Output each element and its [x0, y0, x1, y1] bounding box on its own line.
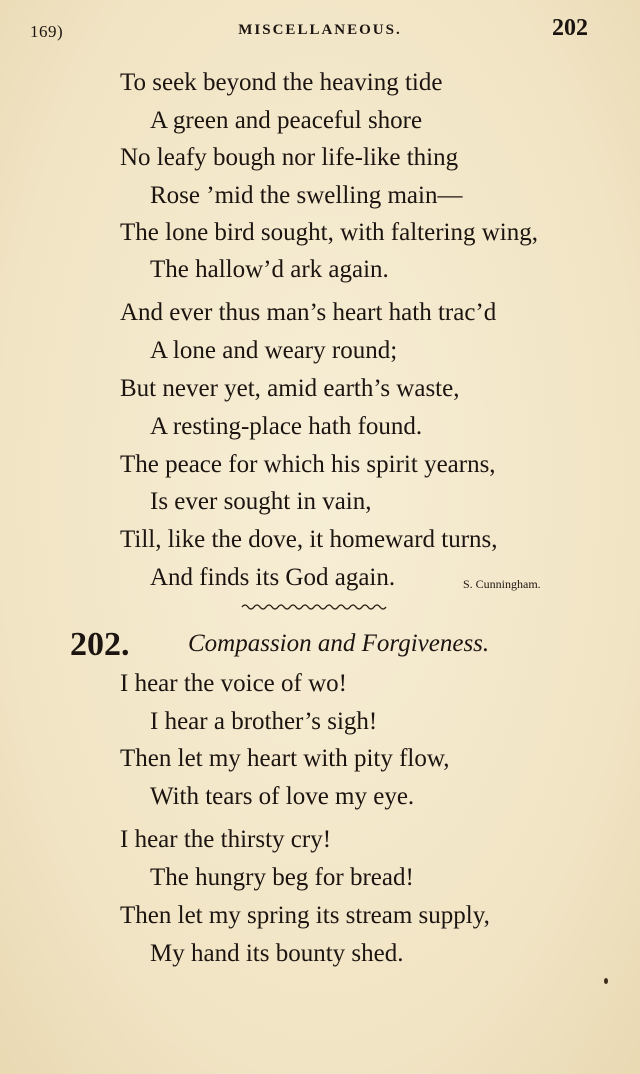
verse-line: And ever thus man’s heart hath trac’d — [120, 299, 497, 326]
ink-speck — [604, 978, 608, 984]
verse-line: To seek beyond the heaving tide — [120, 69, 443, 96]
verse-line: A green and peaceful shore — [150, 107, 423, 134]
verse-line: I hear the thirsty cry! — [120, 826, 332, 853]
verse-line: The lone bird sought, with faltering wing, — [120, 219, 538, 246]
running-head-left: 169) — [30, 22, 64, 41]
verse-line: I hear a brother’s sigh! — [150, 708, 378, 735]
verse-line: A resting-place hath found. — [150, 413, 423, 440]
verse-line: But never yet, amid earth’s waste, — [120, 375, 460, 402]
verse-line: A lone and weary round; — [150, 337, 398, 364]
author-attribution: S. Cunningham. — [463, 577, 541, 591]
verse-line: Then let my heart with pity flow, — [120, 745, 450, 772]
verse-line: The peace for which his spirit yearns, — [120, 451, 496, 478]
wavy-rule-divider — [240, 601, 390, 613]
verse-line: I hear the voice of wo! — [120, 670, 347, 697]
verse-line: Till, like the dove, it homeward turns, — [120, 526, 498, 553]
hymn-title: Compassion and Forgiveness. — [188, 630, 490, 657]
verse-line: And finds its God again. — [150, 564, 396, 591]
running-head-title: MISCELLANEOUS. — [238, 22, 402, 38]
running-head-hymn-number: 202 — [552, 15, 588, 41]
verse-line: No leafy bough nor life-like thing — [120, 144, 459, 171]
verse-line: My hand its bounty shed. — [150, 940, 404, 967]
verse-line: Is ever sought in vain, — [150, 488, 372, 515]
verse-line: Rose ’mid the swelling main— — [150, 182, 463, 209]
hymn-number: 202. — [70, 626, 130, 663]
verse-line: The hungry beg for bread! — [150, 864, 414, 891]
verse-line: Then let my spring its stream supply, — [120, 902, 490, 929]
verse-line: The hallow’d ark again. — [150, 256, 389, 283]
verse-line: With tears of love my eye. — [150, 783, 415, 810]
